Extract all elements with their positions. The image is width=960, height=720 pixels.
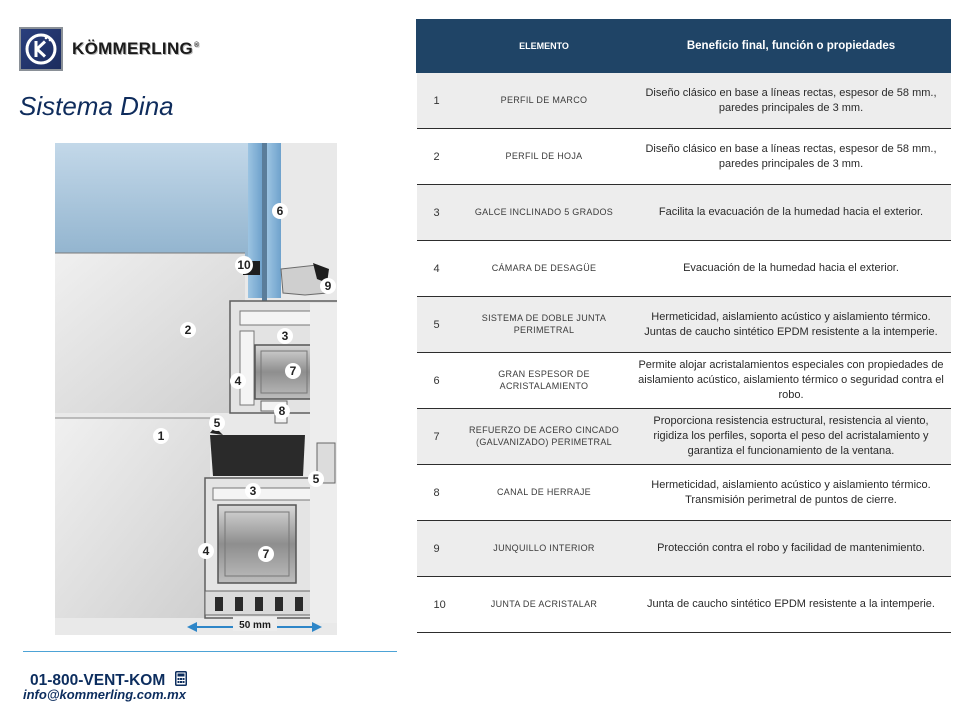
header-element: ELEMENTO — [457, 20, 632, 73]
phone-text: 01-800-VENT-KOM — [30, 672, 166, 689]
table-row — [417, 185, 951, 241]
callout-2 — [180, 322, 196, 338]
dimension-label: 50 mm — [239, 620, 271, 631]
callout-1 — [153, 428, 169, 444]
callout-6 — [272, 203, 288, 219]
row-number: 2 — [417, 129, 457, 185]
row-number: 6 — [417, 353, 457, 409]
table-row — [417, 73, 951, 129]
row-benefit: Permite alojar acristalamientos especiales con propiedades de aislamiento acústico, aislamiento térmico o seguridad contra el robo. — [632, 353, 951, 409]
svg-text:5: 5 — [312, 472, 320, 486]
callout-3 — [277, 328, 293, 344]
row-number: 3 — [417, 185, 457, 241]
row-benefit: Protección contra el robo y facilidad de mantenimiento. — [632, 521, 951, 577]
svg-text:5: 5 — [213, 416, 221, 430]
brand-reg-mark: ® — [194, 42, 200, 50]
row-element: PERFIL DE HOJA — [457, 129, 632, 185]
svg-text:3: 3 — [281, 329, 289, 343]
row-benefit: Diseño clásico en base a líneas rectas, espesor de 58 mm., paredes principales de 3 mm. — [632, 73, 951, 129]
row-element: SISTEMA DE DOBLE JUNTA PERIMETRAL — [457, 297, 632, 353]
row-element: GRAN ESPESOR DE ACRISTALAMIENTO — [457, 353, 632, 409]
svg-text:4: 4 — [234, 374, 242, 388]
table-row — [417, 353, 951, 409]
row-element: CÁMARA DE DESAGÜE — [457, 241, 632, 297]
table-row — [417, 297, 951, 353]
footer-divider — [23, 651, 397, 652]
brand-name: KÖMMERLING® — [72, 39, 200, 58]
header-number — [417, 20, 457, 73]
svg-text:2: 2 — [184, 323, 192, 337]
table-row — [417, 129, 951, 185]
svg-text:8: 8 — [278, 404, 286, 418]
table-row — [417, 521, 951, 577]
window-profile-cross-section — [55, 143, 337, 635]
callout-4 — [198, 543, 214, 559]
row-element: JUNQUILLO INTERIOR — [457, 521, 632, 577]
table-row — [417, 577, 951, 633]
row-element: CANAL DE HERRAJE — [457, 465, 632, 521]
row-benefit: Hermeticidad, aislamiento acústico y aislamiento térmico. Transmisión perimetral de puntos de cierre. — [632, 465, 951, 521]
email-link[interactable]: info@kommerling.com.mx — [23, 687, 186, 702]
row-number: 5 — [417, 297, 457, 353]
kommerling-logo-icon — [19, 27, 63, 71]
callout-5 — [308, 471, 324, 487]
row-number: 4 — [417, 241, 457, 297]
row-number: 10 — [417, 577, 457, 633]
svg-text:1: 1 — [157, 429, 165, 443]
row-element: REFUERZO DE ACERO CINCADO (GALVANIZADO) PERIMETRAL — [457, 409, 632, 465]
svg-text:7: 7 — [289, 364, 297, 378]
callout-5 — [209, 415, 225, 431]
row-benefit: Junta de caucho sintético EPDM resistente a la intemperie. — [632, 577, 951, 633]
svg-text:6: 6 — [276, 204, 284, 218]
row-element: PERFIL DE MARCO — [457, 73, 632, 129]
svg-text:9: 9 — [324, 279, 332, 293]
row-benefit: Diseño clásico en base a líneas rectas, espesor de 58 mm., paredes principales de 3 mm. — [632, 129, 951, 185]
callout-4 — [230, 373, 246, 389]
row-benefit: Evacuación de la humedad hacia el exterior. — [632, 241, 951, 297]
row-number: 9 — [417, 521, 457, 577]
table-row — [417, 409, 951, 465]
page-title: Sistema Dina — [19, 91, 174, 121]
callout-10 — [235, 256, 253, 274]
table-row — [417, 241, 951, 297]
spec-table — [416, 19, 951, 633]
header-benefit: Beneficio final, función o propiedades — [632, 20, 951, 73]
callout-7 — [258, 546, 274, 562]
row-benefit: Facilita la evacuación de la humedad hacia el exterior. — [632, 185, 951, 241]
brand-logo — [19, 27, 200, 71]
row-element: GALCE INCLINADO 5 GRADOS — [457, 185, 632, 241]
row-number: 7 — [417, 409, 457, 465]
row-benefit: Hermeticidad, aislamiento acústico y aislamiento térmico. Juntas de caucho sintético EPDM resistente a la intemperie. — [632, 297, 951, 353]
row-number: 1 — [417, 73, 457, 129]
svg-text:3: 3 — [249, 484, 257, 498]
svg-text:7: 7 — [262, 547, 270, 561]
callout-7 — [285, 363, 301, 379]
svg-text:10: 10 — [237, 258, 251, 272]
svg-text:4: 4 — [202, 544, 210, 558]
callout-3 — [245, 483, 261, 499]
row-element: JUNTA DE ACRISTALAR — [457, 577, 632, 633]
callout-9 — [320, 278, 336, 294]
row-benefit: Proporciona resistencia estructural, resistencia al viento, rigidiza los perfiles, soporta el peso del acristalamiento y garantiza el funcionamiento de la ventana. — [632, 409, 951, 465]
table-row — [417, 465, 951, 521]
table-header — [417, 20, 951, 73]
callout-8 — [274, 403, 290, 419]
row-number: 8 — [417, 465, 457, 521]
